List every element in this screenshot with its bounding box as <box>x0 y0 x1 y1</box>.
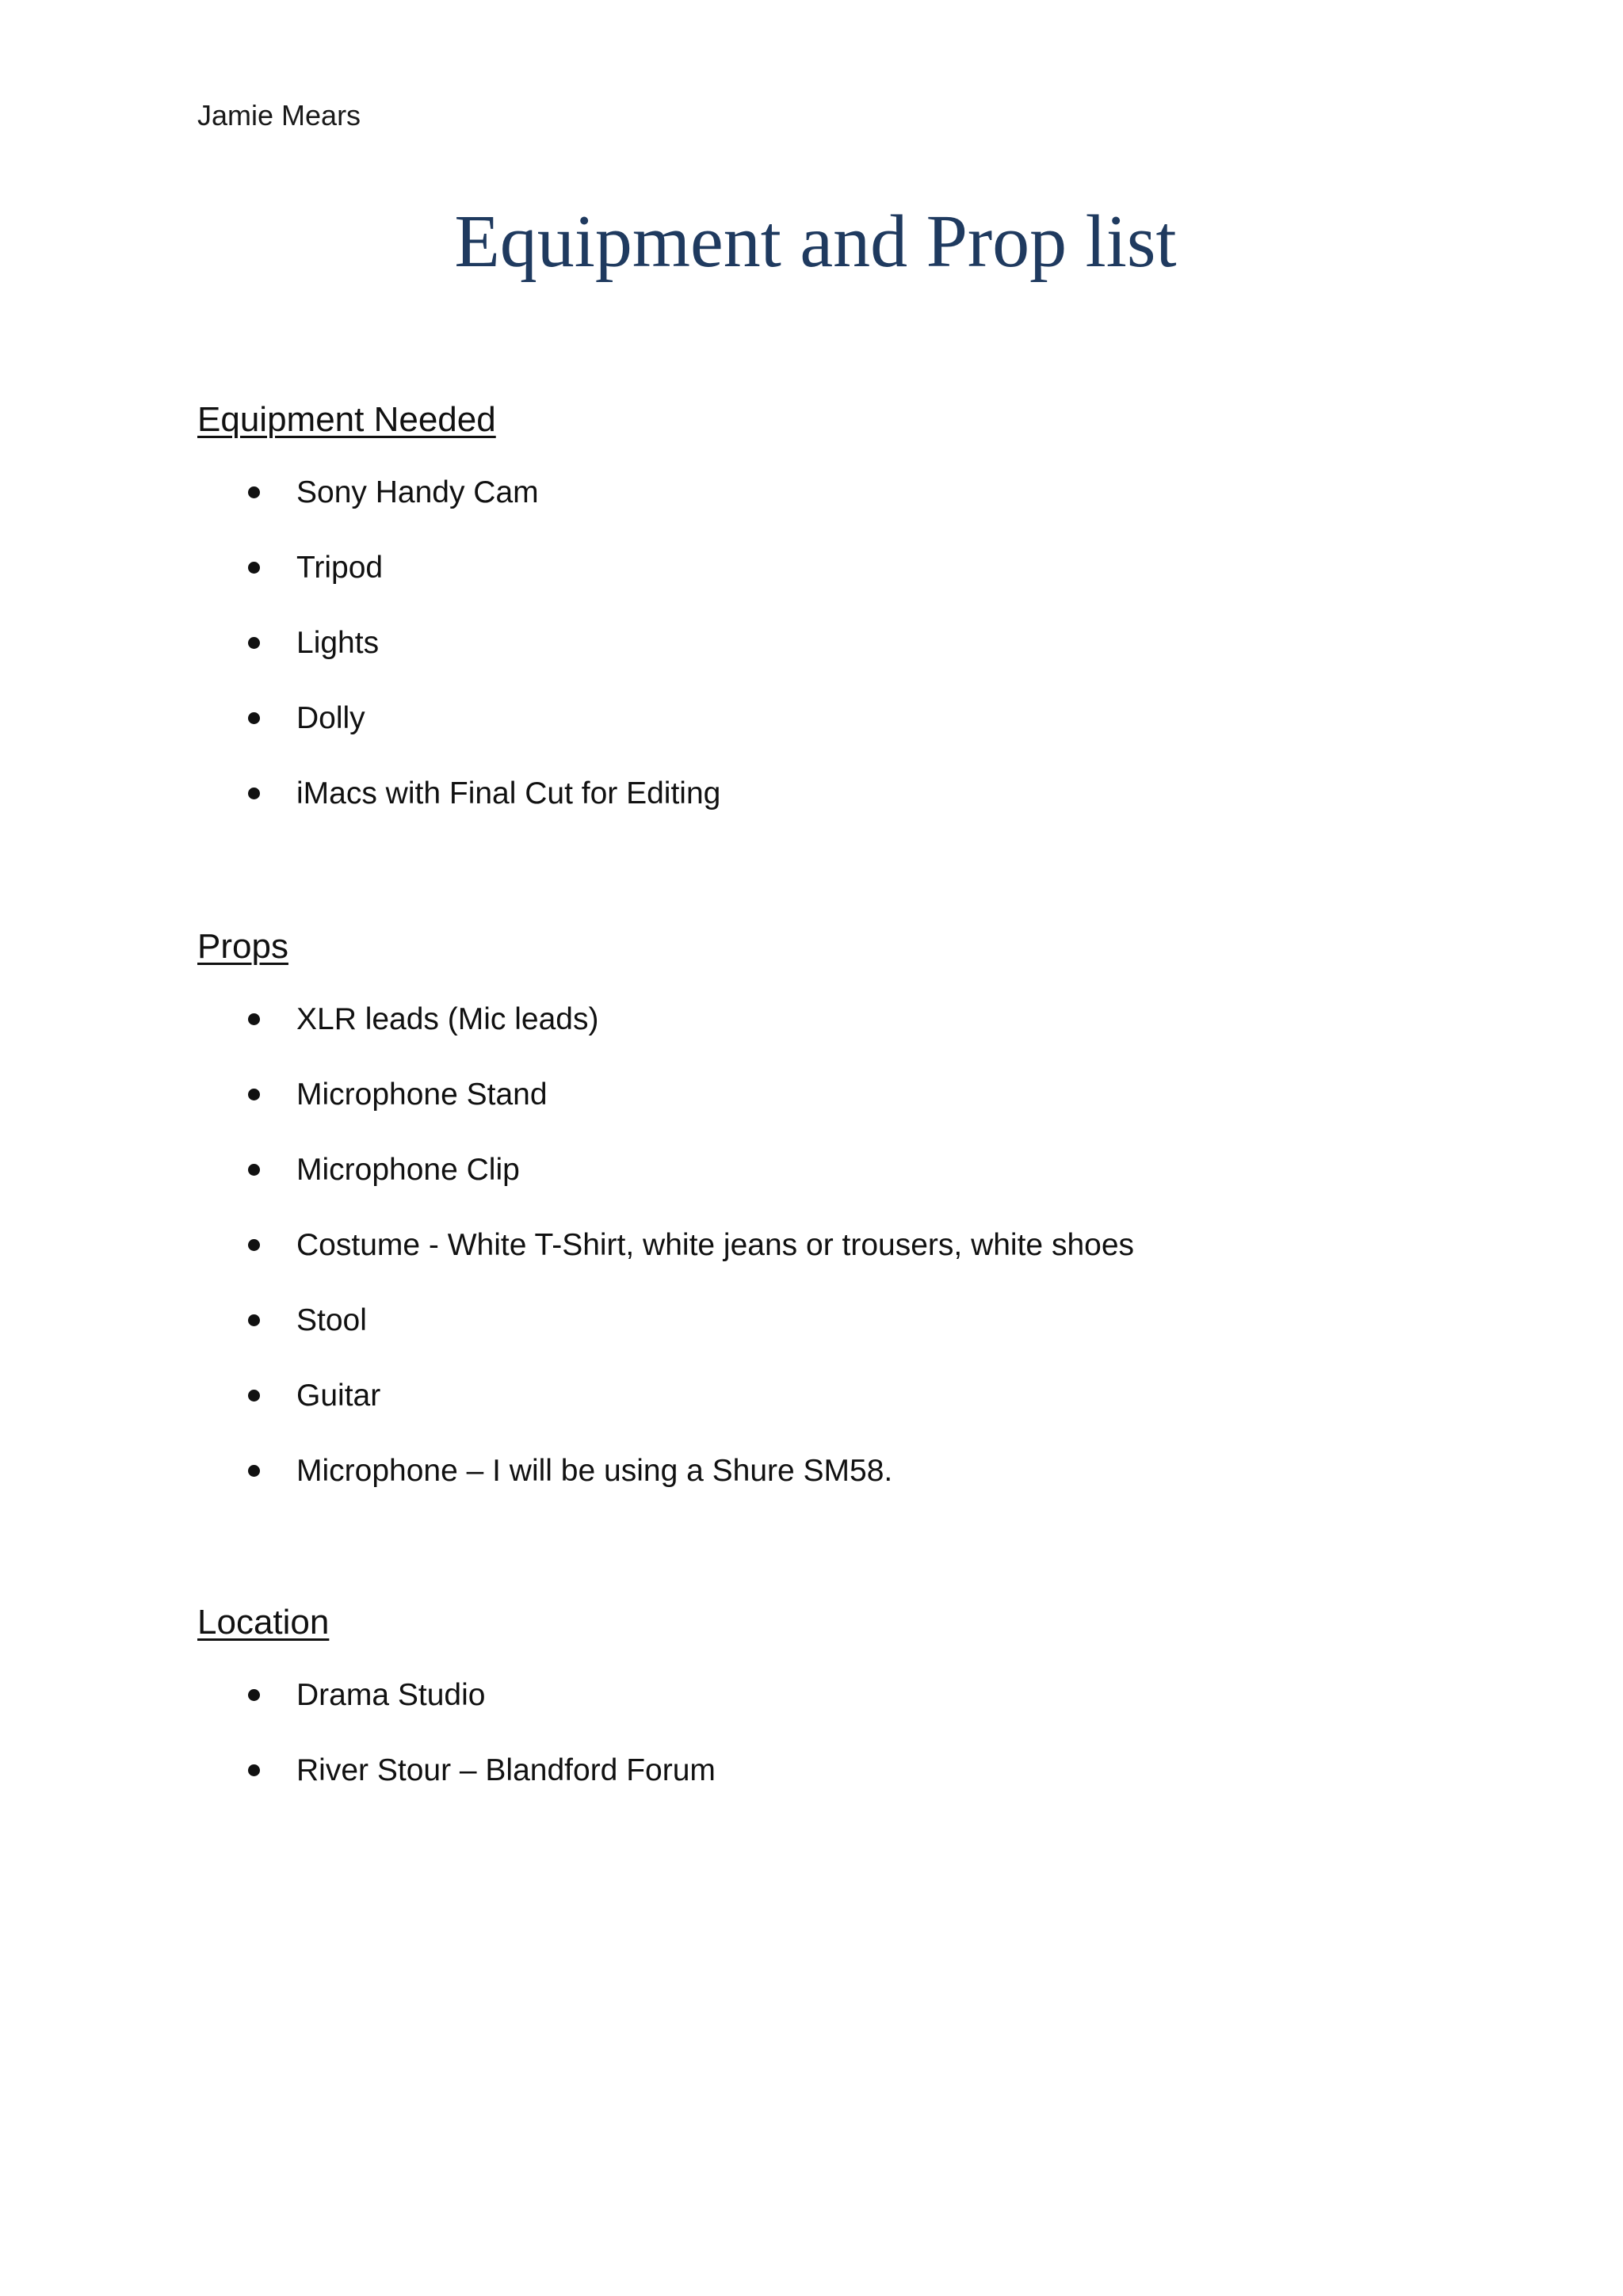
bullet-icon <box>248 1089 260 1100</box>
bullet-icon <box>248 1764 260 1776</box>
bullet-icon <box>248 1164 260 1176</box>
list-item <box>197 1222 1545 1297</box>
section-heading: Location <box>197 1603 330 1642</box>
bullet-icon <box>248 562 260 574</box>
list-item <box>197 1071 1545 1146</box>
page-title: Equipment and Prop list <box>454 200 1177 283</box>
list-item-text: XLR leads (Mic leads) <box>296 1002 599 1036</box>
list-item <box>197 469 1545 544</box>
list-item-text: Microphone Clip <box>296 1153 520 1187</box>
list-item <box>197 770 1545 845</box>
bullet-icon <box>248 1465 260 1477</box>
list-item-text: Dolly <box>296 701 365 735</box>
list-item-text: Lights <box>296 626 380 660</box>
list-item <box>197 1747 1545 1822</box>
bullet-icon <box>248 712 260 724</box>
bullet-icon <box>248 1239 260 1251</box>
bullet-icon <box>248 1390 260 1402</box>
section-location <box>197 1599 1545 1822</box>
list-item-text: Sony Handy Cam <box>296 475 539 509</box>
list-item <box>197 620 1545 695</box>
equipment-list <box>197 469 1545 845</box>
list-item-text: Microphone Stand <box>296 1077 548 1112</box>
list-item <box>197 1146 1545 1222</box>
bullet-icon <box>248 788 260 799</box>
list-item-text: Costume - White T-Shirt, white jeans or trousers, white shoes <box>296 1228 1135 1262</box>
list-item <box>197 1297 1545 1372</box>
list-item-text: River Stour – Blandford Forum <box>296 1753 716 1787</box>
location-list <box>197 1672 1545 1822</box>
bullet-icon <box>248 1013 260 1025</box>
list-item <box>197 996 1545 1071</box>
section-heading: Props <box>197 927 288 966</box>
section-props <box>197 923 1545 1523</box>
bullet-icon <box>248 1689 260 1701</box>
bullet-icon <box>248 1314 260 1326</box>
list-item <box>197 1672 1545 1747</box>
list-item-text: iMacs with Final Cut for Editing <box>296 776 721 810</box>
section-heading: Equipment Needed <box>197 400 496 439</box>
list-item-text: Microphone – I will be using a Shure SM58. <box>296 1454 893 1488</box>
list-item <box>197 544 1545 620</box>
list-item <box>197 1447 1545 1523</box>
list-item-text: Drama Studio <box>296 1678 486 1712</box>
list-item <box>197 1372 1545 1447</box>
bullet-icon <box>248 637 260 649</box>
list-item-text: Guitar <box>296 1379 381 1413</box>
props-list <box>197 996 1545 1523</box>
author-name: Jamie Mears <box>197 99 361 132</box>
list-item-text: Stool <box>296 1303 367 1337</box>
list-item-text: Tripod <box>296 551 384 585</box>
section-equipment-needed <box>197 396 1545 845</box>
list-item <box>197 695 1545 770</box>
bullet-icon <box>248 486 260 498</box>
